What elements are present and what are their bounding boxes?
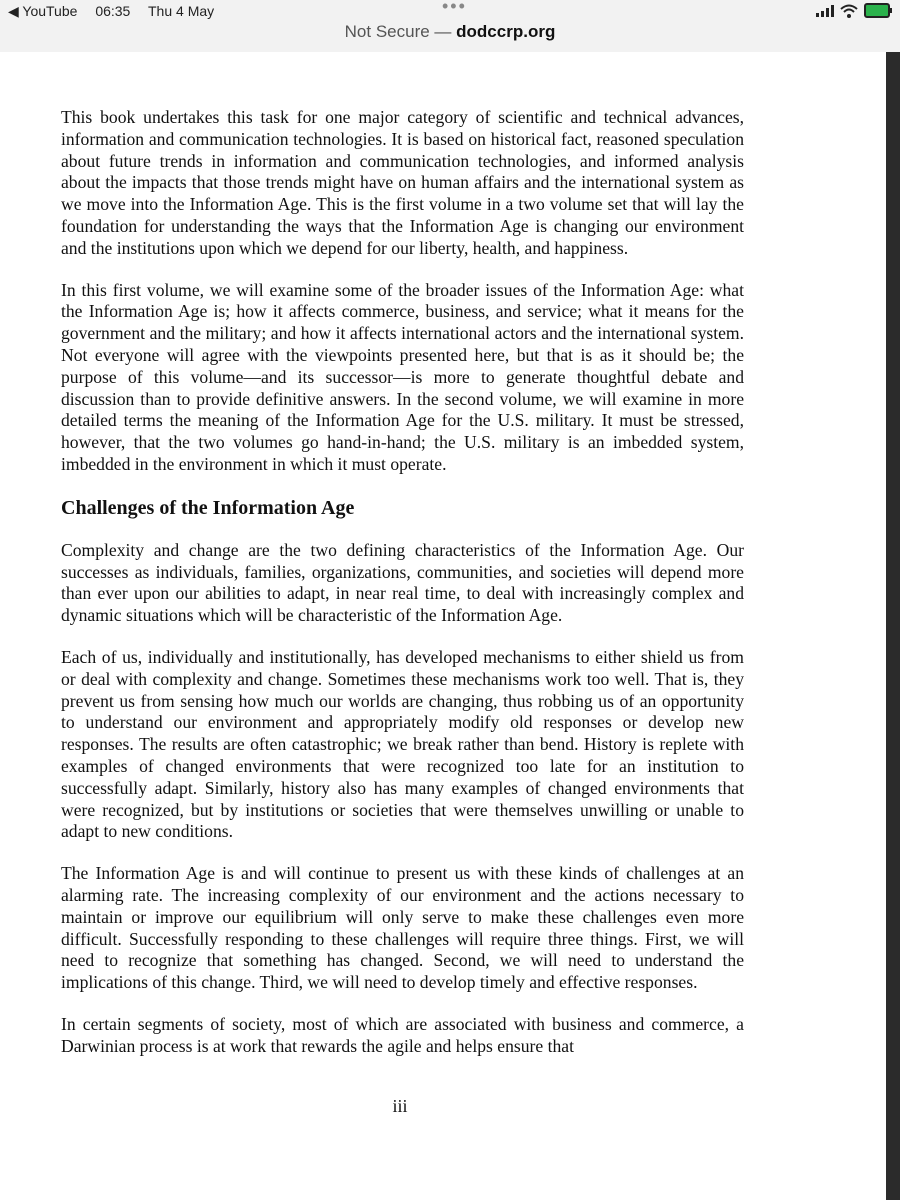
paragraph: In certain segments of society, most of which are associated with business and commerce, a Darwinian process is at work that rewards the agile and helps ensure that [61, 1013, 744, 1056]
signal-icon [816, 5, 834, 17]
status-time: 06:35 [95, 3, 131, 19]
security-label: Not Secure — [344, 22, 457, 41]
wifi-icon [840, 4, 858, 18]
status-bar [0, 0, 900, 22]
battery-charging-icon [864, 3, 890, 18]
browser-top-bar [0, 0, 900, 52]
paragraph: The Information Age is and will continue to present us with these kinds of challenges at an alarming rate. The increasing complexity of our environment and the actions necessary to maintain or improve our equilibrium will only serve to make these challenges even more difficult. Successfully responding to these challenges will require three things. First, we will need to recognize that something has changed. Second, we will need to understand the implications of this change. Third, we will need to develop timely and effective responses. [61, 863, 744, 993]
scrollbar-track[interactable] [886, 52, 900, 1200]
paragraph: Complexity and change are the two defining characteristics of the Information Age. Our successes as individuals, families, organizations, communities, and societies will depend more than ever upon our abilities to adapt, in near real time, to deal with increasingly complex and dynamic situations which will be characteristic of the Information Age. [61, 539, 744, 626]
paragraph: This book undertakes this task for one major category of scientific and technical advances, information and communication technologies. It is based on historical fact, reasoned speculation about future trends in information and communication technologies, and informed analysis about the impacts that those trends might have on human affairs and the international system as we move into the Information Age. This is the first volume in a two volume set that will lay the foundation for understanding the ways that the Information Age is changing our environment and the institutions upon which we depend for our liberty, health, and happiness. [61, 107, 744, 258]
address-bar[interactable] [0, 22, 900, 42]
page-number: iii [392, 1096, 408, 1116]
back-to-app-link[interactable]: ◀ YouTube [8, 3, 78, 19]
paragraph: In this first volume, we will examine some of the broader issues of the Information Age: what the Information Age is; how it affects commerce, business, and service; what it means for the government and the military; and how it affects international actors and the international system. Not everyone will agree with the viewpoints presented here, but that is as it should be; the purpose of this volume—and its successor—is more to generate thoughtful debate and discussion than to provide definitive answers. In the second volume, we will examine in more detailed terms the meaning of the Information Age for the U.S. military. It must be stressed, however, that the two volumes go hand-in-hand; the U.S. military is an imbedded system, imbedded in the environment in which it must operate. [61, 279, 744, 474]
site-domain: dodccrp.org [456, 22, 556, 41]
section-heading: Challenges of the Information Age [61, 496, 355, 519]
status-date: Thu 4 May [148, 3, 215, 19]
document-content [61, 52, 744, 1077]
multitask-dots[interactable]: ••• [442, 0, 467, 16]
paragraph: Each of us, individually and institutionally, has developed mechanisms to either shield us from or deal with complexity and change. Sometimes these mechanisms work too well. That is, they prevent us from sensing how much our worlds are changing, thus robbing us of an opportunity to understand our environment and appropriately modify old responses or develop new responses. The results are often catastrophic; we break rather than bend. History is replete with examples of changed environments that were recognized too late for an institution to successfully adapt. Similarly, history also has many examples of changed environments that were recognized, but by institutions or societies that were themselves unwilling or unable to adapt to new conditions. [61, 646, 744, 842]
